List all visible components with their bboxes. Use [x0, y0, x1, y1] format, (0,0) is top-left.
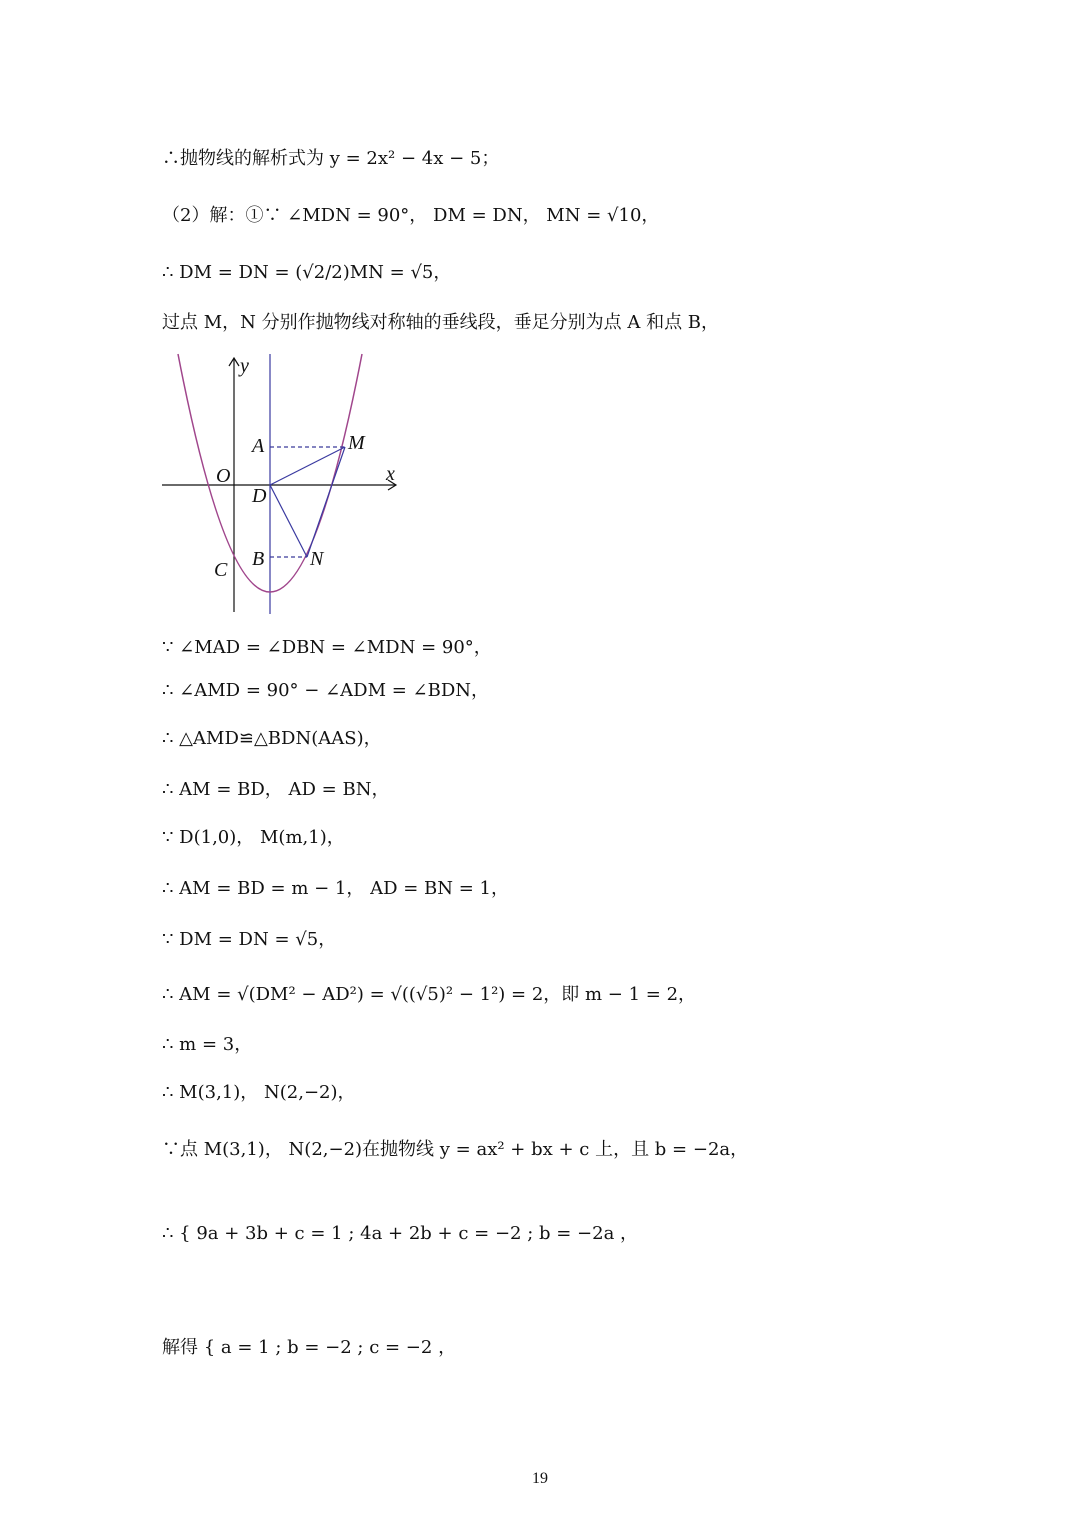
line-6: ∴ ∠AMD = 90° − ∠ADM = ∠BDN， — [162, 680, 490, 701]
line-13: ∴ m = 3， — [162, 1034, 253, 1055]
line-12: ∴ AM = √(DM² − AD²) = √((√5)² − 1²) = 2，即 m − 1 = 2， — [162, 984, 697, 1005]
line-14: ∴ M(3,1)， N(2,−2)， — [162, 1082, 356, 1103]
line-4: 过点 M，N 分别作抛物线对称轴的垂线段，垂足分别为点 A 和点 B， — [162, 312, 720, 333]
segment-dn — [270, 485, 307, 557]
label-o: O — [216, 465, 231, 487]
label-a: A — [252, 435, 265, 457]
label-c: C — [214, 559, 228, 581]
page-number: 19 — [532, 1470, 548, 1487]
line-1: ∴抛物线的解析式为 y = 2x² − 4x − 5； — [162, 148, 500, 169]
label-x: x — [386, 463, 395, 485]
label-n: N — [310, 548, 324, 570]
label-b: B — [252, 548, 265, 570]
line-8: ∴ AM = BD， AD = BN， — [162, 779, 390, 800]
label-y: y — [240, 355, 249, 377]
line-7: ∴ △AMD≌△BDN(AAS)， — [162, 728, 382, 749]
line-3: ∴ DM = DN = (√2/2)MN = √5， — [162, 262, 452, 283]
line-10: ∴ AM = BD = m − 1， AD = BN = 1， — [162, 878, 509, 899]
line-9: ∵ D(1,0)， M(m,1)， — [162, 827, 345, 848]
line-15: ∵点 M(3,1)， N(2,−2)在抛物线 y = ax² + bx + c 上，且 b = −2a， — [162, 1139, 749, 1160]
line-2: （2）解：①∵ ∠MDN = 90°， DM = DN， MN = √10， — [162, 205, 660, 226]
line-17-solution: 解得 { a = 1 ; b = −2 ; c = −2 ， — [162, 1337, 457, 1358]
line-5: ∵ ∠MAD = ∠DBN = ∠MDN = 90°， — [162, 637, 492, 658]
label-d: D — [252, 485, 267, 507]
line-11: ∵ DM = DN = √5， — [162, 929, 337, 950]
parabola-figure — [160, 352, 410, 617]
line-16-system: ∴ { 9a + 3b + c = 1 ; 4a + 2b + c = −2 ; b = −2a ， — [162, 1223, 639, 1244]
label-m: M — [348, 432, 365, 454]
